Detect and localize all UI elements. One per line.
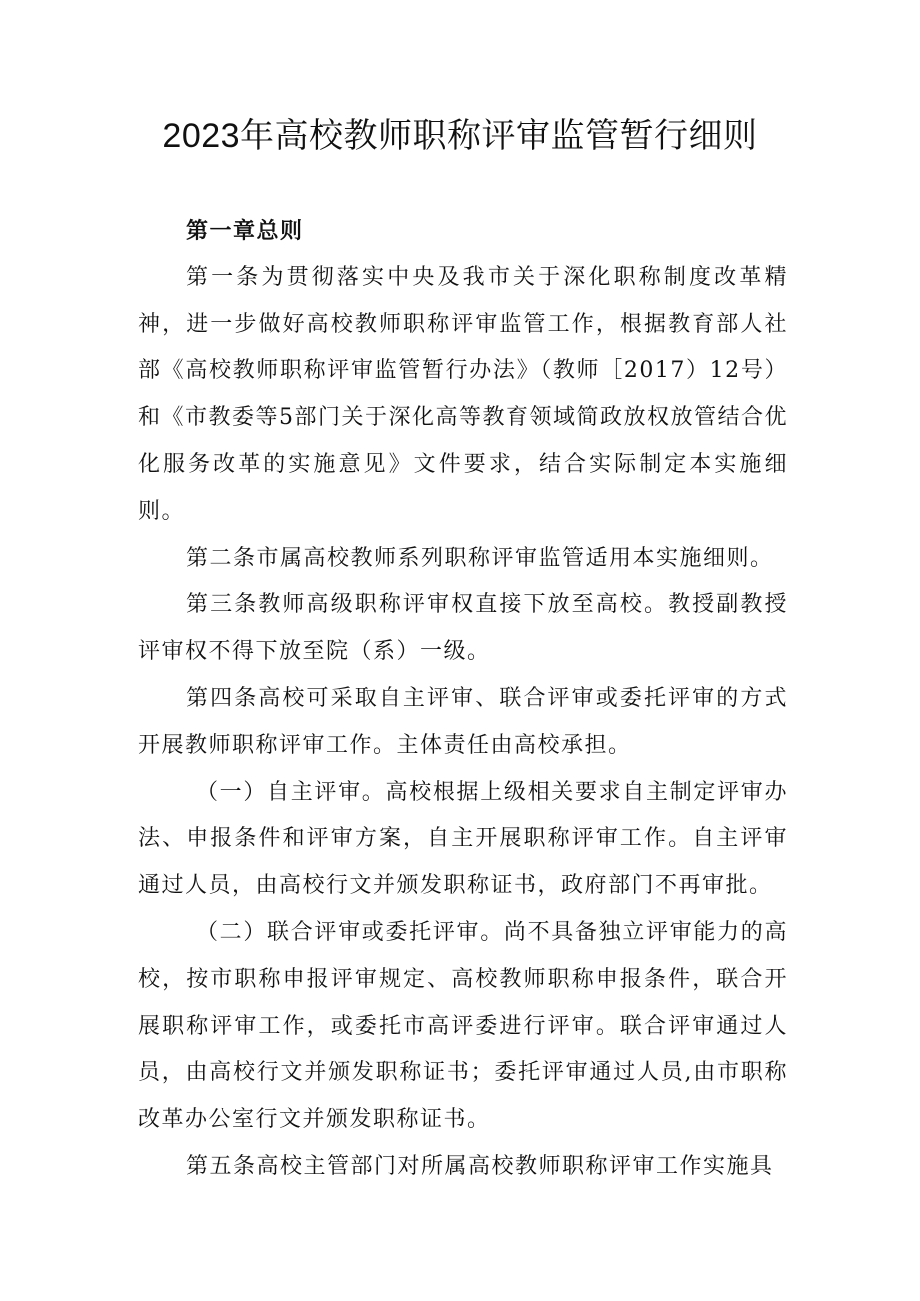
paragraph-item-2: （二）联合评审或委托评审。尚不具备独立评审能力的高校，按市职称申报评审规定、高校教师职称申报条件，联合开展职称评审工作，或委托市高评委进行评审。联合评审通过人员，由高校行文并颁发职称证书；委托评审通过人员,由市职称改革办公室行文并颁发职称证书。 — [138, 919, 788, 1133]
paragraph-article-2: 第二条市属高校教师系列职称评审监管适用本实施细则。 — [186, 545, 774, 571]
paragraph-article-4: 第四条高校可采取自主评审、联合评审或委托评审的方式开展教师职称评审工作。主体责任由高校承担。 — [138, 685, 788, 758]
paragraph-item-1: （一）自主评审。高校根据上级相关要求自主制定评审办法、申报条件和评审方案，自主开展职称评审工作。自主评审通过人员，由高校行文并颁发职称证书，政府部门不再审批。 — [138, 779, 788, 899]
paragraph-article-3: 第三条教师高级职称评审权直接下放至高校。教授副教授评审权不得下放至院（系）一级。 — [138, 592, 788, 665]
paragraph-article-1: 第一条为贯彻落实中央及我市关于深化职称制度改革精神，进一步做好高校教师职称评审监管工作，根据教育部人社部《高校教师职称评审监管暂行办法》（教师［2017）12号）和《市教委等5部门关于深化高等教育领域简政放权放管结合优化服务改革的实施意见》文件要求，结合实际制定本实施细则。 — [138, 264, 788, 524]
document-body — [138, 208, 788, 1191]
paragraph-article-5: 第五条高校主管部门对所属高校教师职称评审工作实施具 — [186, 1153, 774, 1179]
document-title: 2023年高校教师职称评审监管暂行细则 — [162, 117, 758, 155]
chapter-heading: 第一章总则 — [186, 218, 304, 244]
